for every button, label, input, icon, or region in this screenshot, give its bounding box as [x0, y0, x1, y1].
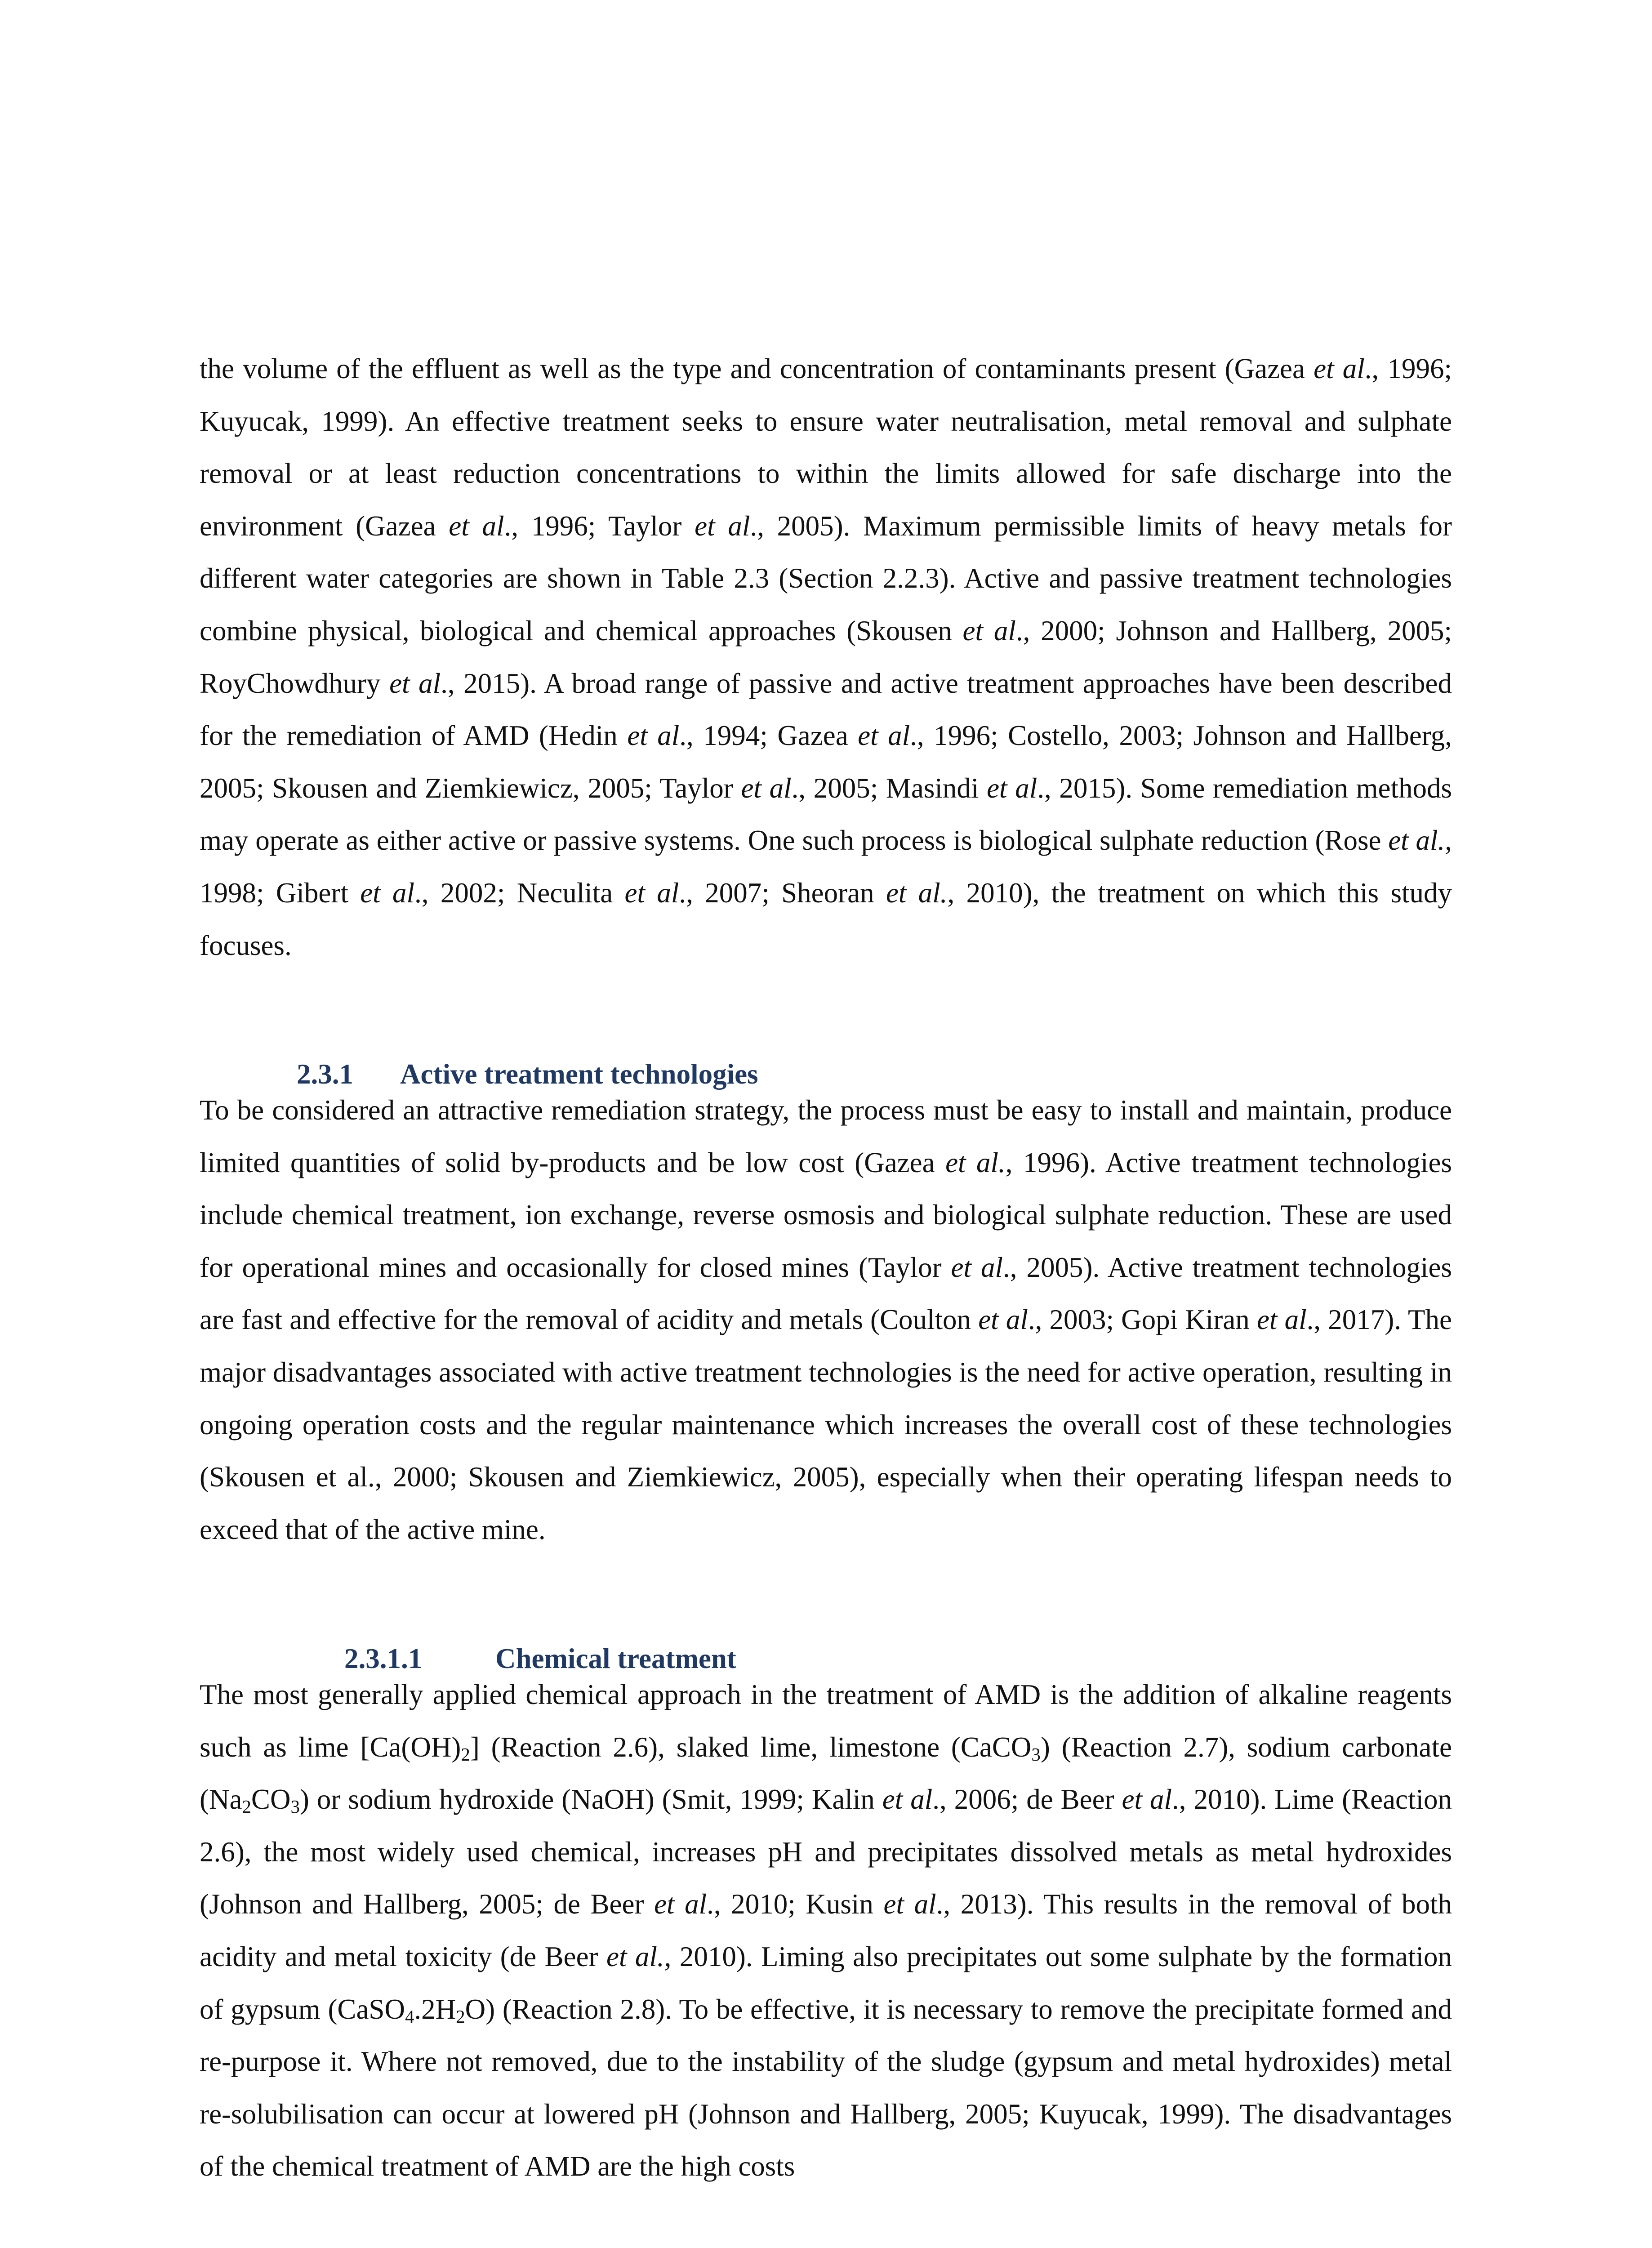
- text-run: CO: [251, 1784, 291, 1815]
- italic-citation-text: et al: [858, 720, 910, 752]
- text-run: ) (Reaction 2.7), sodium carbonate (Na: [200, 1731, 1452, 1815]
- italic-citation-text: et al: [654, 1888, 707, 1920]
- italic-citation-text: et al.: [1388, 825, 1445, 856]
- text-run: The most generally applied chemical approach in the treatment of AMD is the addition of alkaline reagents such as lime [Ca(OH): [200, 1679, 1452, 1763]
- text-run: ., 2005; Masindi: [791, 772, 987, 804]
- text-run: , 1996). Active treatment technologies include chemical treatment, ion exchange, reverse osmosis and biological sulphate reduction. These are used for operational mines and occasionally for closed mines (Taylor: [200, 1146, 1452, 1283]
- text-run: ., 2010; Kusin: [707, 1888, 884, 1920]
- italic-citation-text: et al: [1314, 353, 1365, 384]
- text-run: ., 2002; Neculita: [414, 877, 625, 909]
- italic-citation-text: et al: [962, 615, 1016, 647]
- text-run: ., 2007; Sheoran: [679, 877, 886, 909]
- text-run: ., 2006; de Beer: [932, 1784, 1122, 1815]
- italic-citation-text: et al: [882, 1784, 933, 1815]
- text-run: ., 2015). A broad range of passive and active treatment approaches have been described for the remediation of AMD (Hedin: [200, 667, 1452, 752]
- italic-citation-text: et al.: [606, 1940, 664, 1972]
- subscript-text: 3: [290, 1797, 300, 1817]
- subscript-text: 2: [242, 1797, 251, 1817]
- subscript-text: 3: [1031, 1744, 1041, 1765]
- italic-citation-text: et al: [627, 720, 680, 752]
- text-run: , 2010), the treatment on which this study focuses.: [200, 877, 1452, 961]
- text-run: ., 1996; Kuyucak, 1999). An effective treatment seeks to ensure water neutralisation, metal removal and sulphate removal or at least reduction concentrations to within the limits allowed for safe discharge into the environment (Gazea: [200, 353, 1452, 542]
- subsection-title: Chemical treatment: [495, 1643, 736, 1674]
- subscript-text: 2: [461, 1744, 470, 1765]
- text-run: ] (Reaction 2.6), slaked lime, limestone (CaCO: [470, 1731, 1032, 1763]
- text-run: ., 2005). Maximum permissible limits of heavy metals for different water categories are shown in Table 2.3 (Section 2.2.3). Active and passive treatment technologies combine physical, biological and chemical approaches (Skousen: [200, 510, 1452, 647]
- italic-citation-text: et al: [695, 510, 750, 542]
- italic-citation-text: et al: [1122, 1784, 1172, 1815]
- italic-citation-text: et al: [741, 772, 792, 804]
- text-run: ., 2003; Gopi Kiran: [1028, 1304, 1257, 1336]
- text-run: ., 2010). Lime (Reaction 2.6), the most widely used chemical, increases pH and precipitates dissolved metals as metal hydroxides (Johnson and Hallberg, 2005; de Beer: [200, 1784, 1452, 1920]
- section-title: Active treatment technologies: [400, 1058, 758, 1090]
- text-run: ) or sodium hydroxide (NaOH) (Smit, 1999; Kalin: [299, 1784, 882, 1815]
- text-run: , 2010). Liming also precipitates out some sulphate by the formation of gypsum (CaSO: [200, 1940, 1452, 2025]
- body-paragraph-active-treatment: [200, 1084, 1452, 1556]
- italic-citation-text: et al: [978, 1304, 1028, 1336]
- italic-citation-text: et al: [883, 1888, 936, 1920]
- text-run: .2H: [414, 1993, 456, 2025]
- text-run: ., 2013). This results in the removal of both acidity and metal toxicity (de Beer: [200, 1888, 1452, 1972]
- text-run: ., 2000; Johnson and Hallberg, 2005; RoyChowdhury: [200, 615, 1452, 699]
- subscript-text: 2: [456, 2006, 465, 2027]
- subscript-text: 4: [405, 2006, 414, 2027]
- text-run: the volume of the effluent as well as the type and concentration of contaminants present (Gazea: [200, 353, 1314, 384]
- italic-citation-text: et al: [1256, 1304, 1307, 1336]
- text-run: , 1998; Gibert: [200, 825, 1452, 909]
- body-paragraph-intro: [200, 343, 1452, 972]
- text-run: ., 1996; Costello, 2003; Johnson and Hallberg, 2005; Skousen and Ziemkiewicz, 2005; Taylor: [200, 720, 1452, 804]
- section-number: 2.3.1: [297, 1058, 353, 1090]
- italic-citation-text: et al: [624, 877, 679, 909]
- italic-citation-text: et al: [360, 877, 415, 909]
- text-run: O) (Reaction 2.8). To be effective, it is necessary to remove the precipitate formed and re-purpose it. Where not removed, due to the instability of the sludge (gypsum and metal hydroxides) metal re-solubilisation can occur at lowered pH (Johnson and Hallberg, 2005; Kuyucak, 1999). The disadvantages of the chemical treatment of AMD are the high costs: [200, 1993, 1452, 2182]
- italic-citation-text: et al: [951, 1251, 1003, 1283]
- text-run: ., 1996; Taylor: [504, 510, 695, 542]
- italic-citation-text: et al.: [945, 1146, 1006, 1178]
- text-run: ., 2015). Some remediation methods may operate as either active or passive systems. One such process is biological sulphate reduction (Rose: [200, 772, 1452, 856]
- italic-citation-text: et al: [987, 772, 1038, 804]
- subsection-number: 2.3.1.1: [344, 1643, 423, 1674]
- italic-citation-text: et al: [389, 667, 441, 699]
- text-run: ., 2005). Active treatment technologies are fast and effective for the removal of acidity and metals (Coulton: [200, 1251, 1452, 1336]
- italic-citation-text: et al.: [886, 877, 948, 909]
- text-run: ., 2017). The major disadvantages associated with active treatment technologies is the need for active operation, resulting in ongoing operation costs and the regular maintenance which increases the overall cost of these technologies (Skousen et al., 2000; Skousen and Ziemkiewicz, 2005), especially when their operating lifespan needs to exceed that of the active mine.: [200, 1304, 1452, 1545]
- text-run: To be considered an attractive remediation strategy, the process must be easy to install and maintain, produce limited quantities of solid by-products and be low cost (Gazea: [200, 1094, 1452, 1178]
- body-paragraph-chemical-treatment: [200, 1668, 1452, 2193]
- italic-citation-text: et al: [449, 510, 504, 542]
- text-run: ., 1994; Gazea: [679, 720, 858, 752]
